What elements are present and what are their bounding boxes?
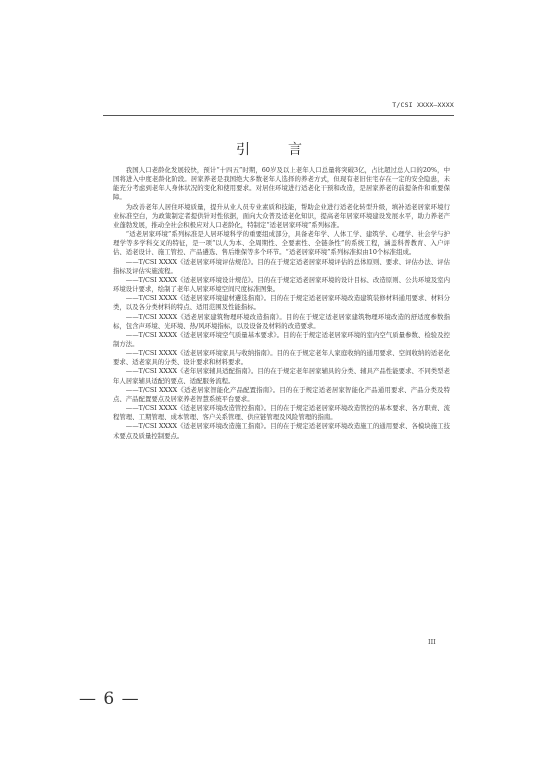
paragraph-series-overview: “适老居家环境”系列标准是人居环境科学的重要组成部分，具备老年学、人体工学、建筑学、心理学、社会学与护理学等多学科交叉的特征，是一项“以人为本、全周期性、全要素性、全链条性”的系统工程，涵盖科普教育、入户评估、适老设计、施工管控、产品遴选、售后维保等多个环节。“适老居家环境”系列标准拟由10个标准组成。: [113, 230, 450, 257]
footer-page-number: — 6 —: [79, 689, 140, 709]
list-item-standard: ——T/CSI XXXX《适老居家环境设计规范》。目的在于规定适老居家环境的设计目标、改造原则、公共环境及室内环境设计要求，绘制了老年人居家环境空间尺度标准图集。: [113, 275, 450, 294]
roman-page-number: III: [428, 638, 436, 646]
list-item-standard: ——T/CSI XXXX《适老居家建筑物理环境改造指南》。目的在于规定适老居家建筑物理环境改造的舒适度参数指标，包含声环境、光环境、热/风环境指标，以及设备及材料的改造要求。: [113, 312, 450, 330]
body-text: [113, 166, 450, 441]
list-item-standard: ——T/CSI XXXX《适老居家智能化产品配置指南》。目的在于规定适老居家智能化产品通用要求、产品分类及特点、产品配置要点及居家养老智慧系统平台要求。: [113, 385, 450, 403]
list-item-standard: ——T/CSI XXXX《老年居家辅具适配指南》。目的在于规定老年居家辅具的分类、辅具产品性能要求、不同类型老年人居家辅具适配的要点、适配服务流程。: [113, 367, 450, 385]
paragraph-purpose: 为改善老年人居住环境质量，提升从业人员专业素质和技能，帮助企业进行适老化转型升级，填补适老居家环境行业标准空白，为政策制定者提供针对性依据，面向大众普及适老化知识，提高老年居家环境建设发展水平，助力养老产业蓬勃发展，推动全社会积极应对人口老龄化，特制定“适老居家环境”系列标准。: [113, 202, 450, 229]
document-code: T/CSI XXXX—XXXX: [392, 101, 454, 109]
list-item-standard: ——T/CSI XXXX《适老居家环境建材遴选指南》。目的在于规定适老居家环境改造建筑装修材料通用要求、材料分类，以及各分类材料的特点、适用范围及性能指标。: [113, 294, 450, 312]
list-item-standard: ——T/CSI XXXX《适老居家环境家具与收纳指南》。目的在于规定老年人家庭收纳的通用要求、空间收纳的适老化要求、适老家具的分类、设计要求和材料要求。: [113, 349, 450, 367]
list-item-standard: ——T/CSI XXXX《适老居家环境改造施工指南》。目的在于规定适老居家环境改造施工的通用要求、各模块施工技术要点及质量控制要点。: [113, 422, 450, 440]
header-rule: [103, 115, 454, 116]
paragraph-background: 我国人口老龄化发展较快，预计“十四五”时期，60岁及以上老年人口总量将突破3亿，占比超过总人口的20%，中国将进入中度老龄化阶段。居家养老是我国绝大多数老年人选择的养老方式，但现有老旧住宅存在一定的安全隐患，未能充分考虑到老年人身体状况的变化和使用要求。对居住环境进行适老化干预和改造，是居家养老的前提条件和重要保障。: [113, 166, 450, 202]
section-title: 引 言: [236, 142, 314, 158]
list-item-standard: ——T/CSI XXXX《适老居家环境评估规范》。目的在于规定适老居家环境评估的总体原则、要求、评估办法、评估指标及评估实施流程。: [113, 257, 450, 275]
list-item-standard: ——T/CSI XXXX《适老居家环境改造管控指南》。目的在于规定适老居家环境改造管控的基本要求、各方职责、流程管理、工期管理、成本管理、客户关系管理、供应链管理及风险管理的指南。: [113, 404, 450, 422]
list-item-standard: ——T/CSI XXXX《适老居家环境空气质量基本要求》。目的在于规定适老居家环境的室内空气质量参数、检验及控制方法。: [113, 330, 450, 348]
